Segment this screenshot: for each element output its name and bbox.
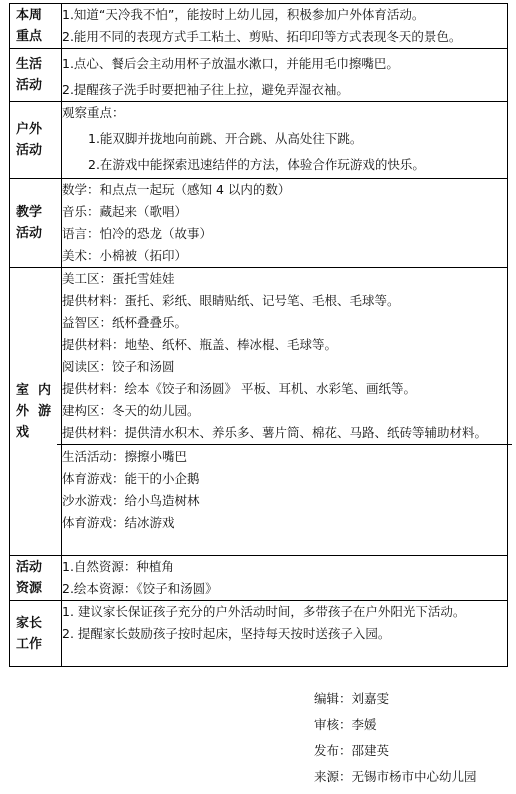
teaching-math: 数学：和点点一起玩（感知 4 以内的数）: [62, 182, 291, 197]
content-activity-resources: [62, 556, 508, 601]
row-outdoor-activity: [10, 102, 508, 179]
label-life-activity: [10, 49, 62, 102]
row-activity-resources: [10, 556, 508, 601]
outdoor-intro: 观察重点：: [62, 105, 125, 120]
content-teaching-activity: [62, 179, 508, 268]
area-art: 美工区：蛋托雪娃娃: [62, 271, 175, 286]
teaching-language: 语言：怕冷的恐龙（故事）: [62, 226, 213, 241]
row-life-activity: [10, 49, 508, 102]
label-line: 工作: [16, 636, 43, 652]
weekly-focus-item-1: 1.知道“天冷我不怕”，能按时上幼儿园，积极参加户外体育活动。: [62, 7, 425, 22]
row-weekly-focus: [10, 4, 508, 49]
label-line: 重点: [16, 29, 43, 44]
editor-credit: 编辑：刘嘉雯: [314, 691, 390, 706]
label-line: 生活: [16, 57, 43, 72]
content-parent-work: [62, 601, 508, 667]
area-puzzle: 益智区：纸杯叠叠乐。: [62, 315, 188, 330]
label-line: 活动: [16, 78, 43, 93]
game-sand-water: 沙水游戏：给小鸟造树林: [62, 493, 200, 508]
outdoor-item-1: 1.能双脚并拢地向前跳、开合跳、从高处往下跳。: [88, 131, 363, 146]
label-weekly-focus: [10, 4, 62, 49]
parent-item-1: 1. 建议家长保证孩子充分的户外活动时间，多带孩子在户外阳光下活动。: [62, 604, 466, 619]
teaching-art: 美术：小棉被（拓印）: [62, 248, 188, 263]
outdoor-item-2: 2.在游戏中能探索迅速结伴的方法，体验合作玩游戏的快乐。: [88, 157, 425, 172]
area-puzzle-materials: 提供材料：地垫、纸杯、瓶盖、棒冰棍、毛球等。: [62, 337, 338, 352]
label-activity-resources: [10, 556, 62, 601]
row-teaching-activity: [10, 179, 508, 268]
label-teaching-activity: [10, 179, 62, 268]
area-reading: 阅读区：饺子和汤圆: [62, 359, 175, 374]
content-weekly-focus: [62, 4, 508, 49]
area-building-materials: 提供材料：提供清水积木、养乐多、薯片筒、棉花、马路、纸砖等辅助材料。: [62, 425, 488, 440]
label-line: 家长: [16, 615, 43, 631]
game-sport-1: 体育游戏：能干的小企鹅: [62, 471, 200, 486]
label-line: 户外: [16, 122, 43, 137]
game-life: 生活活动：擦擦小嘴巴: [62, 449, 188, 464]
games-subsection: [57, 444, 512, 535]
content-indoor-outdoor-games: [62, 268, 508, 556]
weekly-focus-item-2: 2.能用不同的表现方式手工粘土、剪贴、拓印印等方式表现冬天的景色。: [62, 29, 462, 44]
content-outdoor-activity: [62, 102, 508, 179]
game-sport-2: 体育游戏：结冰游戏: [62, 515, 175, 530]
area-building: 建构区：冬天的幼儿园。: [62, 403, 200, 418]
resource-nature: 1.自然资源：种植角: [62, 559, 174, 574]
label-line: 本周: [16, 8, 43, 23]
publisher-credit: 发布：邵建英: [314, 743, 390, 758]
source-credit: 来源：无锡市杨市中心幼儿园: [314, 769, 477, 784]
area-reading-materials: 提供材料：绘本《饺子和汤圆》 平板、耳机、水彩笔、画纸等。: [62, 381, 416, 396]
life-item-1: 1.点心、餐后会主动用杯子放温水漱口，并能用毛巾擦嘴巴。: [62, 56, 399, 71]
reviewer-credit: 审核：李媛: [314, 717, 377, 732]
label-line: 教学: [16, 205, 43, 220]
weekly-plan-table: [9, 3, 508, 667]
label-line: 室内: [16, 383, 51, 398]
area-art-materials: 提供材料：蛋托、彩纸、眼睛贴纸、记号笔、毛根、毛球等。: [62, 293, 400, 308]
content-life-activity: [62, 49, 508, 102]
resource-book: 2.绘本资源：《饺子和汤圆》: [62, 581, 218, 596]
row-parent-work: [10, 601, 508, 667]
parent-item-2: 2. 提醒家长鼓励孩子按时起床，坚持每天按时送孩子入园。: [62, 626, 391, 641]
label-line: 活动: [16, 226, 43, 241]
label-line: 活动: [16, 560, 43, 575]
label-parent-work: [10, 601, 62, 667]
label-line: 活动: [16, 143, 43, 158]
label-outdoor-activity: [10, 102, 62, 179]
label-line: 资源: [16, 581, 43, 596]
teaching-music: 音乐：藏起来（歌唱）: [62, 204, 188, 219]
signature-block: [314, 686, 477, 790]
label-line: 戏: [16, 425, 30, 440]
label-indoor-outdoor-games: [10, 268, 62, 556]
row-indoor-outdoor-games: [10, 268, 508, 556]
life-item-2: 2.提醒孩子洗手时要把袖子往上拉，避免弄湿衣袖。: [62, 82, 349, 97]
label-line: 外游: [16, 404, 51, 419]
